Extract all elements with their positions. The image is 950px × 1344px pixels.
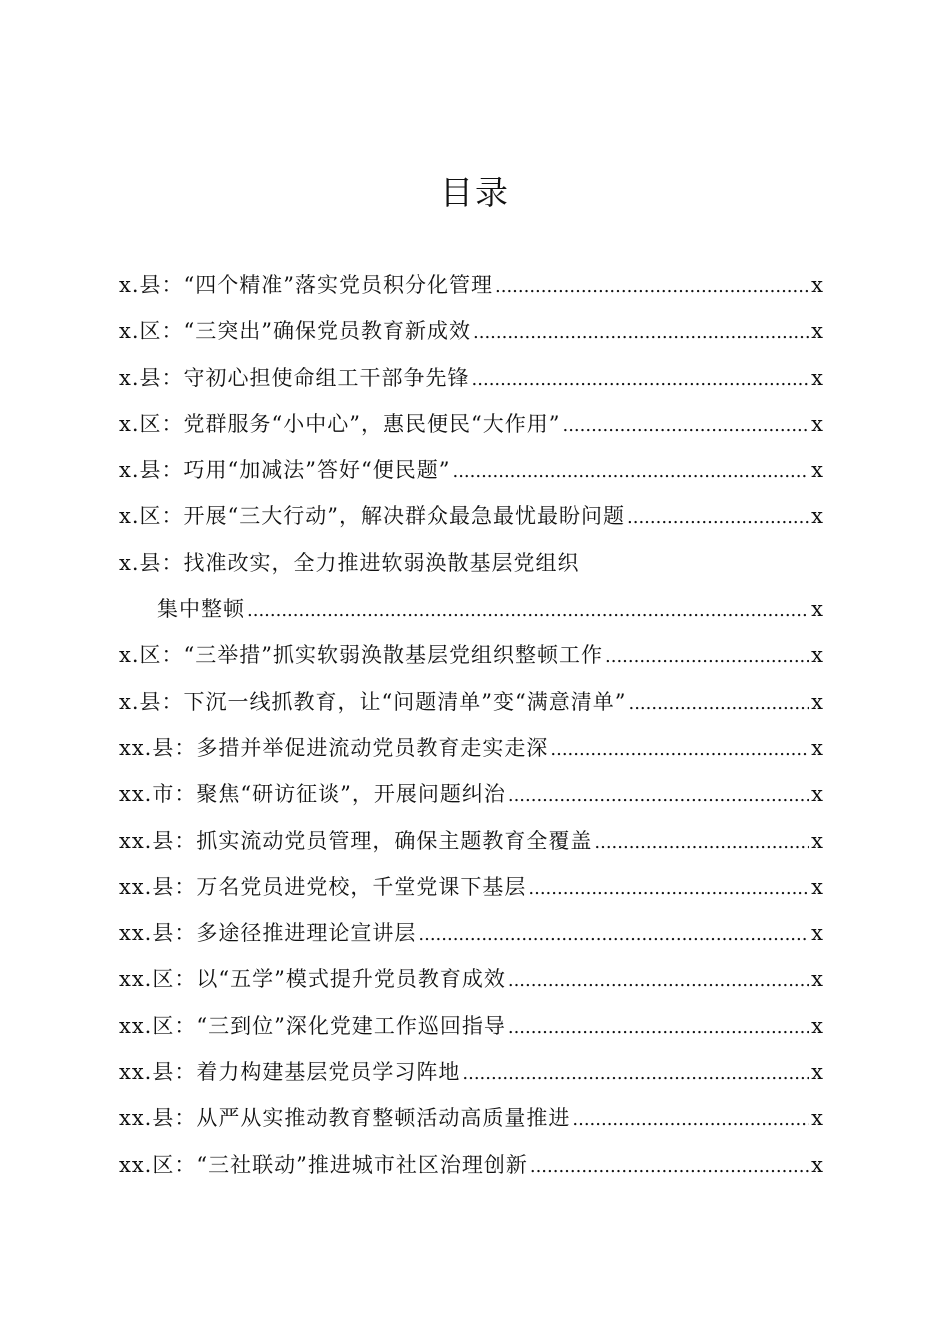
dot-leader	[452, 449, 809, 495]
toc-entry-first-line[interactable]	[119, 540, 823, 586]
dot-leader	[247, 588, 809, 634]
toc-entry[interactable]	[119, 725, 823, 771]
toc-entry[interactable]	[119, 355, 823, 401]
toc-entry-title: x.县：守初心担使命组工干部争先锋	[119, 365, 470, 390]
dot-leader	[562, 403, 809, 449]
toc-entry[interactable]	[119, 447, 823, 493]
toc-entry[interactable]	[119, 632, 823, 678]
toc-page-number: x	[811, 1152, 823, 1177]
toc-entry[interactable]	[119, 401, 823, 447]
toc-entry-title: x.县：“四个精准”落实党员积分化管理	[119, 273, 493, 297]
dot-leader	[594, 820, 809, 866]
toc-entry[interactable]	[119, 1142, 823, 1188]
toc-entry-title: x.县：巧用“加减法”答好“便民题”	[119, 458, 451, 483]
toc-page-number: x	[811, 319, 823, 344]
dot-leader	[473, 310, 809, 356]
toc-entry-title: xx.区：以“五学”模式提升党员教育成效	[119, 967, 506, 992]
toc-page-number: x	[811, 921, 823, 946]
page-title: 目录	[440, 173, 510, 212]
toc-entry-title: xx.县：抓实流动党员管理，确保主题教育全覆盖	[119, 828, 593, 853]
toc-entry[interactable]	[119, 1049, 823, 1095]
toc-entry[interactable]	[119, 1003, 823, 1049]
toc-entry-title: xx.市：聚焦“研访征谈”，开展问题纠治	[119, 782, 506, 807]
toc-entry[interactable]	[119, 308, 823, 354]
toc-entry[interactable]	[119, 679, 823, 725]
toc-entry-title-continued: 集中整顿	[157, 597, 245, 622]
dot-leader	[572, 1097, 809, 1143]
toc-entry[interactable]	[119, 1095, 823, 1141]
dot-leader	[530, 1144, 809, 1190]
toc-page-number: x	[811, 273, 823, 297]
dot-leader	[628, 681, 809, 727]
dot-leader	[508, 773, 809, 819]
dot-leader	[508, 1005, 809, 1051]
dot-leader	[472, 357, 810, 403]
toc-entry-title: x.区：党群服务“小中心”，惠民便民“大作用”	[119, 411, 561, 436]
toc-entry-title: xx.县：万名党员进党校，千堂党课下基层	[119, 874, 527, 899]
toc-entry[interactable]	[119, 956, 823, 1002]
toc-page-number: x	[811, 1106, 823, 1131]
dot-leader	[462, 1051, 809, 1097]
toc-page-number: x	[811, 411, 823, 436]
dot-leader	[550, 727, 809, 773]
dot-leader	[418, 912, 809, 958]
toc-page-number: x	[811, 365, 823, 390]
toc-entry-title: xx.区：“三社联动”推进城市社区治理创新	[119, 1152, 528, 1177]
toc-entry-continuation[interactable]	[119, 586, 823, 632]
toc-entry-title: x.县：找准改实，全力推进软弱涣散基层党组织	[119, 550, 580, 575]
toc-page-number: x	[811, 735, 823, 760]
dot-leader	[528, 866, 809, 912]
toc-page-number: x	[811, 1060, 823, 1085]
toc-entry-title: xx.县：着力构建基层党员学习阵地	[119, 1060, 461, 1085]
toc-entry-title: x.区：“三突出”确保党员教育新成效	[119, 319, 471, 344]
toc-entry-title: x.区：“三举措”抓实软弱涣散基层党组织整顿工作	[119, 643, 603, 668]
toc-page-number: x	[811, 504, 823, 529]
dot-leader	[495, 264, 809, 310]
toc-entry-title: x.区：开展“三大行动”，解决群众最急最忧最盼问题	[119, 504, 625, 529]
toc-entry-title: xx.区：“三到位”深化党建工作巡回指导	[119, 1013, 506, 1038]
toc-entry[interactable]	[119, 910, 823, 956]
toc-entry[interactable]	[119, 864, 823, 910]
toc-page-number: x	[811, 689, 823, 714]
toc-page-number: x	[811, 597, 823, 622]
toc-entry-title: xx.县：从严从实推动教育整顿活动高质量推进	[119, 1106, 571, 1131]
toc-page-number: x	[811, 782, 823, 807]
toc-entry[interactable]	[119, 818, 823, 864]
toc-entry-title: xx.县：多途径推进理论宣讲层	[119, 921, 417, 946]
toc-page-number: x	[811, 874, 823, 899]
toc-entry[interactable]	[119, 493, 823, 539]
dot-leader	[605, 634, 809, 680]
toc-entry[interactable]	[119, 262, 823, 308]
toc-page-number: x	[811, 1013, 823, 1038]
toc-page-number: x	[811, 643, 823, 668]
toc-page-number: x	[811, 967, 823, 992]
toc-entry-title: xx.县：多措并举促进流动党员教育走实走深	[119, 735, 549, 760]
toc-entry[interactable]	[119, 771, 823, 817]
toc-page-number: x	[811, 458, 823, 483]
table-of-contents	[119, 262, 823, 1188]
toc-entry-title: x.县：下沉一线抓教育，让“问题清单”变“满意清单”	[119, 689, 627, 714]
toc-page-number: x	[811, 828, 823, 853]
dot-leader	[627, 495, 809, 541]
dot-leader	[508, 958, 809, 1004]
